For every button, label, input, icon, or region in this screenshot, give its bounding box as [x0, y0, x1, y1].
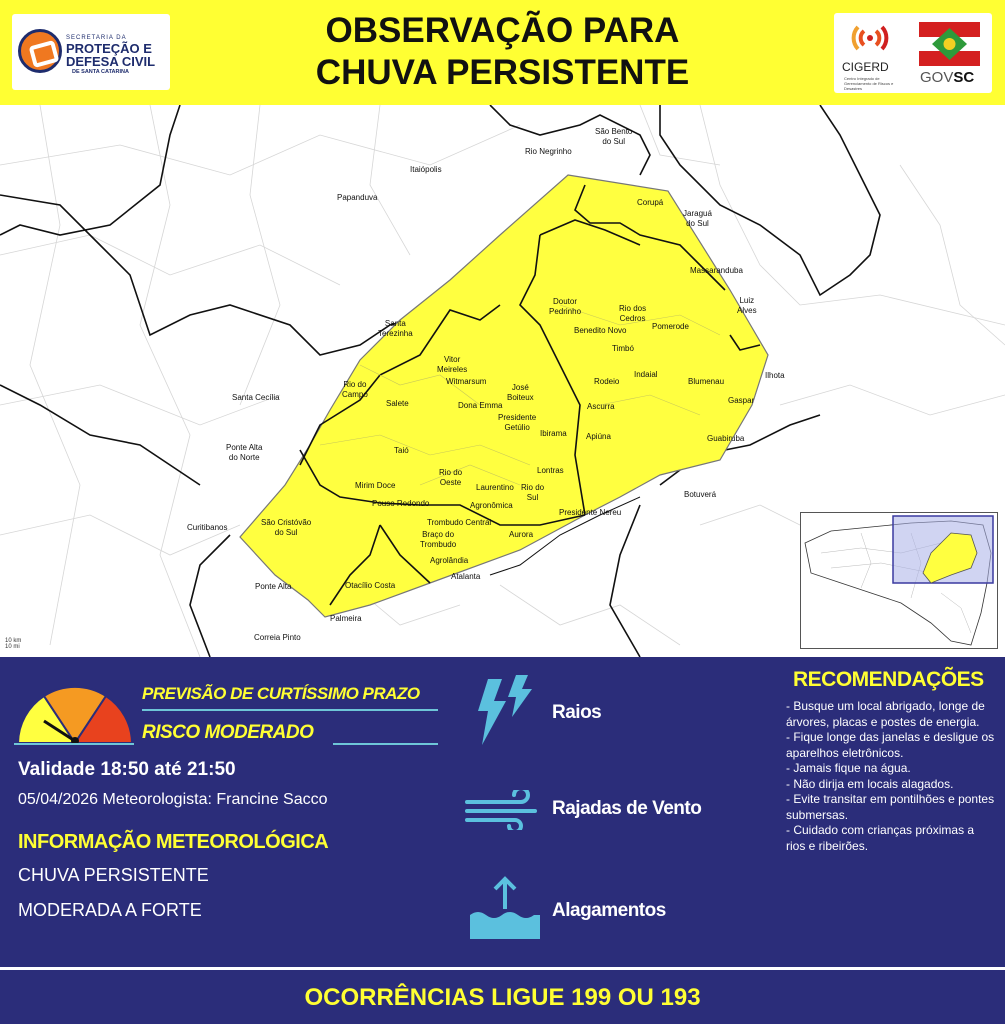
hazard-flood-label: Alagamentos [552, 900, 666, 921]
info-panel [0, 657, 1005, 967]
city-curitibanos: Curitibanos [187, 523, 228, 532]
recommendation-item: - Busque um local abrigado, longe de árvores, placas e postes de energia. [786, 699, 985, 729]
recommendation-item: - Cuidado com crianças próximas a rios e ribeirões. [786, 823, 975, 853]
govsc-label [920, 69, 974, 86]
city-papanduva: Papanduva [337, 193, 378, 202]
emergency-numbers: OCORRÊNCIAS LIGUE 199 OU 193 [304, 984, 701, 1011]
wind-icon [465, 790, 543, 830]
recommendations-list [786, 699, 996, 854]
city-ilhota: Ilhota [765, 371, 785, 380]
risk-gauge-icon [14, 681, 136, 745]
city-itaiopolis: Itaiópolis [410, 165, 442, 174]
city-timbo: Timbó [612, 344, 634, 353]
info-line-2: MODERADA A FORTE [18, 900, 202, 920]
city-santa-terezinha: Santa Terezinha [378, 319, 413, 338]
logo-small-text: SECRETARIA DA [66, 35, 127, 41]
city-correia-pinto: Correia Pinto [254, 633, 301, 642]
page-title [200, 10, 805, 94]
city-lontras: Lontras [537, 466, 564, 475]
city-botuvera: Botuverá [684, 490, 717, 499]
city-rio-negrinho: Rio Negrinho [525, 147, 572, 156]
cigerd-signal-icon [850, 21, 890, 57]
city-ascurra: Ascurra [587, 402, 615, 411]
city-atalanta: Atalanta [451, 572, 481, 581]
city-pouso-redondo: Pouso Redondo [372, 499, 430, 508]
city-vitor-meireles: Vitor Meireles [437, 355, 468, 374]
flood-icon [468, 875, 542, 941]
map-scale-bar: 10 km 10 mi [5, 638, 22, 650]
city-jose-boiteux: José Boiteux [507, 383, 534, 402]
city-aurora: Aurora [509, 530, 534, 539]
city-rio-do-oeste: Rio do Oeste [439, 468, 463, 487]
city-laurentino: Laurentino [476, 483, 514, 492]
info-line-1: CHUVA PERSISTENTE [18, 865, 209, 885]
cigerd-subtitle: Centro Integrado de Gerenciamento de Riscos e Desastres [844, 76, 894, 91]
city-benedito-novo: Benedito Novo [574, 326, 627, 335]
city-gaspar: Gaspar [728, 396, 755, 405]
city-dona-emma: Dona Emma [458, 401, 503, 410]
gauge-divider [14, 743, 134, 745]
recommendation-item: - Fique longe das janelas e desligue os aparelhos eletrônicos. [786, 730, 995, 760]
date-meteorologist: 05/04/2026 Meteorologista: Francine Sacco [18, 791, 328, 808]
city-ponte-alta-do-norte: Ponte Alta do Norte [226, 443, 263, 462]
logo-sub-text: DE SANTA CATARINA [72, 69, 129, 75]
defesa-civil-logo [12, 14, 170, 90]
city-presidente-nereu: Presidente Nereu [559, 508, 622, 517]
gov-suffix: SC [953, 69, 975, 86]
city-rio-do-sul: Rio do Sul [521, 483, 545, 502]
city-santa-cecilia: Santa Cecília [232, 393, 280, 402]
title-line-1: OBSERVAÇÃO PARA [325, 11, 680, 50]
recommendation-item: - Jamais fique na água. [786, 761, 911, 775]
city-rio-dos-cedros: Rio dos Cedros [619, 304, 647, 323]
govsc-logo [834, 13, 992, 93]
hazard-wind-label: Rajadas de Vento [552, 798, 702, 819]
header-banner [0, 0, 1005, 105]
city-sao-bento-do-sul: São Bento do Sul [595, 127, 633, 146]
city-blumenau: Blumenau [688, 377, 725, 386]
recommendation-item: - Não dirija em locais alagados. [786, 776, 954, 791]
gov-prefix: GOV [920, 69, 954, 86]
city-palmeira: Palmeira [330, 614, 362, 623]
alert-map[interactable] [0, 105, 1005, 657]
city-agronomica: Agronômica [470, 501, 513, 510]
recommendation-item: - Evite transitar em pontilhões e pontes submersas. [786, 792, 995, 822]
city-pomerode: Pomerode [652, 322, 689, 331]
city-guabiruba: Guabiruba [707, 434, 745, 443]
city-presidente-getulio: Presidente Getúlio [498, 413, 537, 432]
city-indaial: Indaial [634, 370, 658, 379]
cigerd-label: CIGERD [842, 60, 889, 74]
lightning-icon [472, 675, 534, 749]
city-witmarsum: Witmarsum [446, 377, 487, 386]
locator-inset-map [800, 512, 998, 649]
hazard-lightning-label: Raios [552, 702, 602, 723]
city-luiz-alves: Luiz Alves [737, 296, 757, 315]
logo-main-text: PROTEÇÃO E DEFESA CIVIL [66, 41, 156, 69]
title-line-2: CHUVA PERSISTENTE [315, 53, 690, 92]
city-salete: Salete [386, 399, 409, 408]
city-sao-cristovao-do-sul: São Cristóvão do Sul [261, 518, 312, 537]
city-ibirama: Ibirama [540, 429, 567, 438]
city-corupa: Corupá [637, 198, 664, 207]
city-jaragua-do-sul: Jaraguá do Sul [683, 209, 712, 228]
city-taio: Taió [394, 446, 409, 455]
city-braco-do-trombudo: Braço do Trombudo [420, 530, 457, 549]
validity-text: Validade 18:50 até 21:50 [18, 759, 236, 780]
city-trombudo-central: Trombudo Central [427, 518, 492, 527]
city-doutor-pedrinho: Doutor Pedrinho [549, 297, 582, 316]
recommendations-title: RECOMENDAÇÕES [793, 668, 984, 691]
risk-label: RISCO MODERADO [142, 722, 314, 743]
defesa-civil-emblem-icon [18, 29, 62, 73]
footer-banner [0, 970, 1005, 1024]
alert-area-polygon [240, 175, 768, 617]
city-mirim-doce: Mirim Doce [355, 481, 396, 490]
risk-divider [333, 743, 438, 745]
city-rodeio: Rodeio [594, 377, 620, 386]
santa-catarina-flag-icon [919, 22, 980, 66]
forecast-divider [142, 709, 438, 711]
city-rio-do-campo: Rio do Campo [342, 380, 368, 399]
info-title: INFORMAÇÃO METEOROLÓGICA [18, 831, 329, 853]
locator-map-svg [801, 513, 997, 648]
forecast-label: PREVISÃO DE CURTÍSSIMO PRAZO [142, 684, 420, 703]
city-massaranduba: Massaranduba [690, 266, 743, 275]
city-ponte-alta: Ponte Alta [255, 582, 292, 591]
city-apiuna: Apiúna [586, 432, 611, 441]
city-otacilio-costa: Otacílio Costa [345, 581, 396, 590]
city-agrolandia: Agrolândia [430, 556, 469, 565]
